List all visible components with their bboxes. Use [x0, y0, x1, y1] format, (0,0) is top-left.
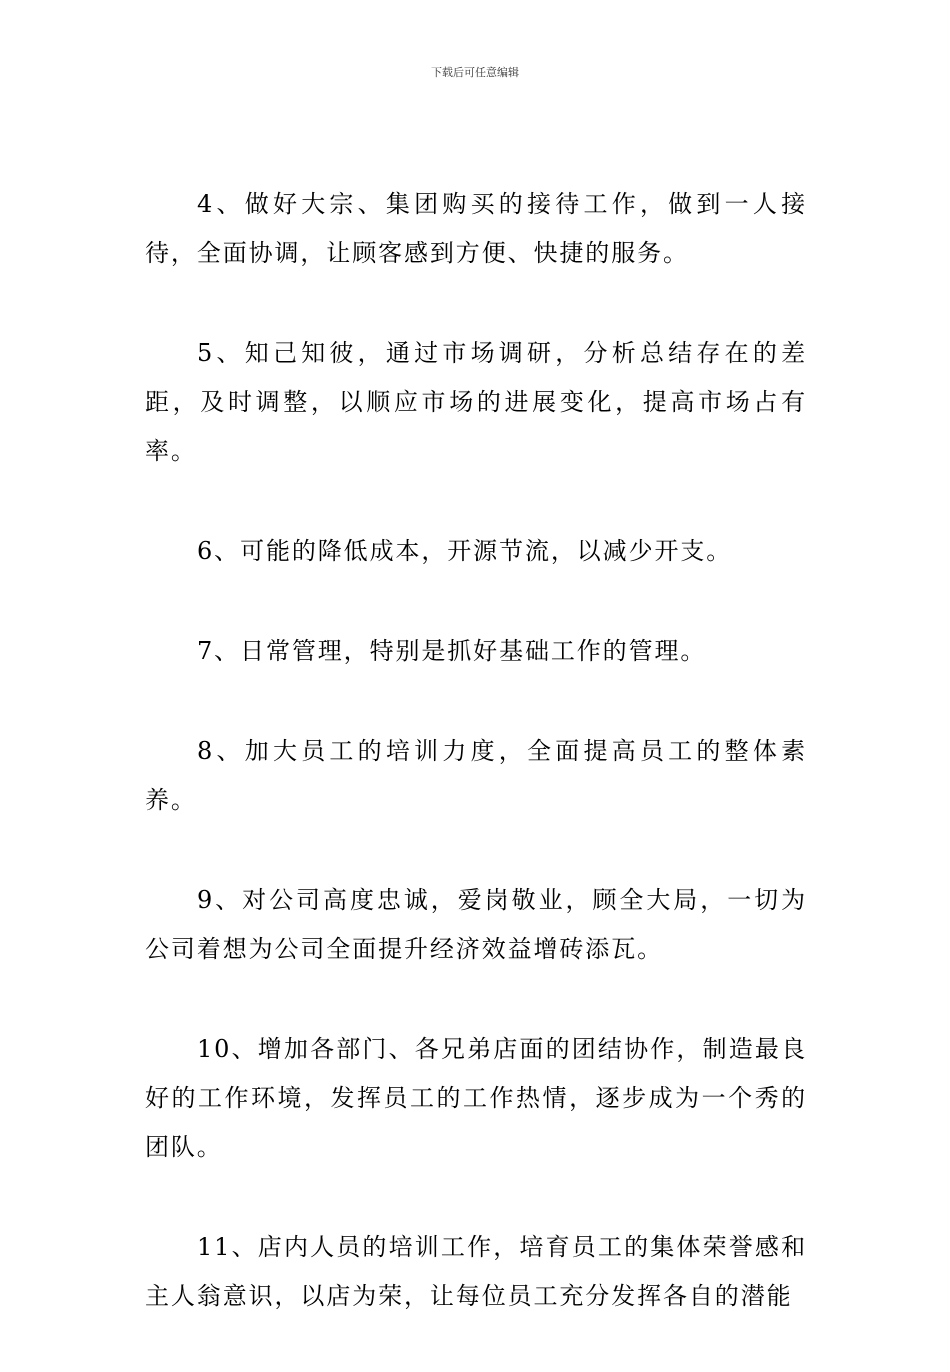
paragraph-item-5: 5、知己知彼，通过市场调研，分析总结存在的差距，及时调整，以顺应市场的进展变化，提高市场占有率。 — [145, 339, 807, 465]
paragraph-item-7: 7、日常管理，特别是抓好基础工作的管理。 — [197, 637, 707, 665]
document-body — [145, 180, 807, 1372]
paragraph-item-8: 8、加大员工的培训力度，全面提高员工的整体素养。 — [145, 737, 807, 814]
paragraph-item-6: 6、可能的降低成本，开源节流，以减少开支。 — [197, 537, 733, 565]
paragraph-item-9: 9、对公司高度忠诚，爱岗敬业，顾全大局，一切为公司着想为公司全面提升经济效益增砖添瓦。 — [145, 886, 807, 963]
paragraph-item-4: 4、做好大宗、集团购买的接待工作，做到一人接待，全面协调，让顾客感到方便、快捷的服务。 — [145, 190, 807, 267]
page-header: 下载后可任意编辑 — [431, 66, 519, 79]
paragraph-item-11: 11、店内人员的培训工作，培育员工的集体荣誉感和主人翁意识，以店为荣，让每位员工充分发挥各自的潜能 — [145, 1233, 807, 1310]
paragraph-item-10: 10、增加各部门、各兄弟店面的团结协作，制造最良好的工作环境，发挥员工的工作热情，逐步成为一个秀的团队。 — [145, 1035, 807, 1161]
